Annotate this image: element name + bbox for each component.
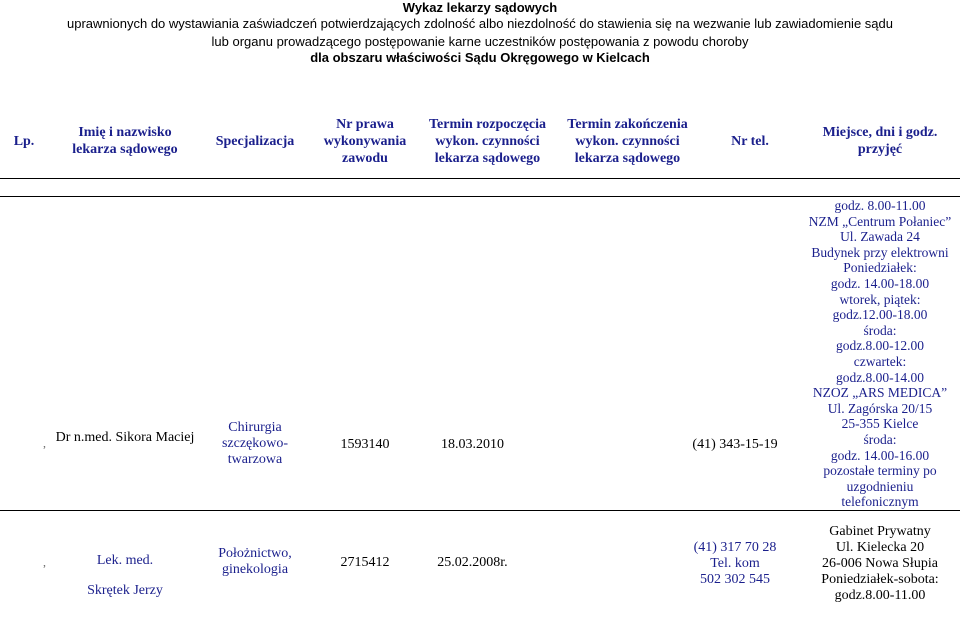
col-header-name: Imię i nazwisko lekarza sądowego: [72, 125, 178, 157]
place-line: 26-006 Nowa Słupia: [822, 556, 938, 571]
place-line: Ul. Zawada 24: [840, 229, 920, 245]
start-date: 25.02.2008r.: [437, 555, 508, 570]
place-line: Gabinet Prywatny: [829, 524, 931, 539]
license-number: 1593140: [340, 437, 390, 452]
col-header-specialization: Specjalizacja: [215, 133, 295, 149]
place-line: Poniedziałek:: [843, 260, 917, 276]
doctor-name: Lek. med. Skrętek Jerzy: [87, 553, 163, 598]
place-line: godz. 14.00-18.00: [830, 275, 930, 291]
place-line: wtorek, piątek:: [839, 291, 921, 307]
start-date: 18.03.2010: [441, 437, 504, 452]
row-separator-top: [0, 196, 960, 197]
doctor-specialization: Chirurgia szczękowo- twarzowa: [221, 420, 289, 467]
row-separator-middle: [0, 510, 960, 511]
col-header-lp: Lp.: [13, 133, 35, 149]
place-line: Budynek przy elektrowni: [811, 244, 949, 260]
subtitle-line-2: lub organu prowadzącego postępowanie karne uczestników postępowania z powodu choroby: [211, 34, 749, 49]
place-line: godz.8.00-14.00: [835, 369, 925, 385]
place-line: Poniedziałek-sobota:: [821, 572, 939, 587]
col-header-phone: Nr tel.: [731, 133, 769, 149]
subtitle-line-3: dla obszaru właściwości Sądu Okręgowego w Kielcach: [310, 50, 650, 65]
document-title: Wykaz lekarzy sądowych: [402, 0, 558, 15]
place-line: środa:: [863, 322, 897, 338]
place-and-hours: [800, 198, 960, 510]
phone-number: (41) 343-15-19: [692, 437, 778, 452]
place-line: uzgodnieniu: [846, 478, 914, 494]
place-and-hours: [800, 524, 960, 604]
place-line: Ul. Kielecka 20: [835, 540, 925, 555]
place-line: telefonicznym: [841, 494, 919, 510]
row-number-mark: ,: [43, 436, 46, 450]
license-number: 2715412: [340, 555, 390, 570]
col-header-start: Termin rozpoczęcia wykon. czynności lekarza sądowego: [428, 116, 547, 166]
subtitle-line-1: uprawnionych do wystawiania zaświadczeń potwierdzających zdolność albo niezdolność do stawienia się na wezwanie lub zawiadomienie sądu: [67, 16, 893, 31]
place-line: czwartek:: [853, 353, 907, 369]
place-line: pozostałe terminy po: [823, 463, 937, 479]
place-line: godz.8.00-12.00: [835, 338, 925, 354]
place-line: godz. 14.00-16.00: [830, 447, 930, 463]
place-line: godz.12.00-18.00: [832, 307, 928, 323]
place-line: godz.8.00-11.00: [834, 588, 926, 603]
col-header-license: Nr prawa wykonywania zawodu: [323, 116, 407, 166]
place-line: NZOZ „ARS MEDICA”: [812, 385, 948, 401]
col-header-end: Termin zakończenia wykon. czynności lekarza sądowego: [567, 116, 688, 166]
place-line: Ul. Zagórska 20/15: [827, 400, 933, 416]
row-number-mark: ,: [43, 555, 46, 569]
doctor-specialization: Położnictwo, ginekologia: [218, 546, 292, 577]
col-header-place: Miejsce, dni i godz. przyjęć: [822, 125, 938, 157]
place-line: środa:: [863, 431, 897, 447]
table-header: [0, 104, 960, 179]
doctor-name: Dr n.med. Sikora Maciej: [55, 430, 195, 445]
place-line: godz. 8.00-11.00: [834, 198, 926, 213]
place-line: 25-355 Kielce: [841, 416, 919, 432]
phone-number: (41) 317 70 28 Tel. kom 502 302 545: [693, 540, 777, 587]
place-line: NZM „Centrum Połaniec”: [808, 213, 952, 229]
